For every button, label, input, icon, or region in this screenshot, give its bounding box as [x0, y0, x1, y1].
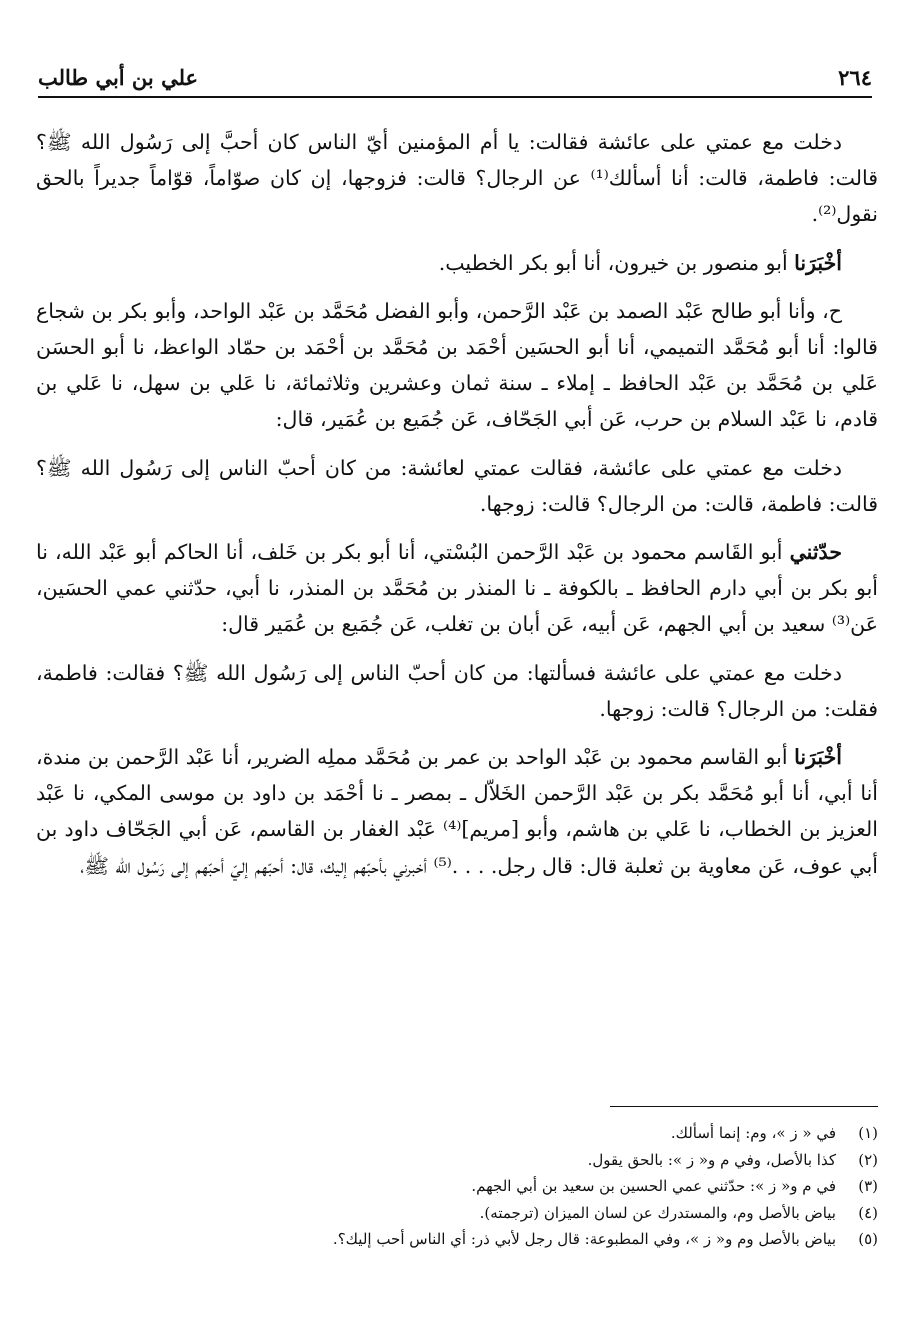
footnote: (٣) في م و« ز »: حدّثني عمي الحسين بن سعيد بن أبي الجهم. [471, 1177, 878, 1195]
footnotes [70, 1120, 878, 1253]
paragraph: أخْبَرَنا أبو القاسم محمود بن عَبْد الواحد بن عمر بن مُحَمَّد مملِه الضرير، أنا عَبْد الرَّحمن بن مندة، أنا أبي، أنا أبو مُحَمَّد بكر بن عَبْد الرَّحمن الخَلاّل ـ بمصر ـ نا أحْمَد بن داود بن موسى المكي، نا عَبْد العزيز بن الخطاب، نا عَلي بن هاشم، وأبو [مريم]⁽⁴⁾ عَبْد الغفار بن القاسم، عَن أبي الجَحّاف داود بن أبي عوف، عَن معاوية بن ثعلبة قال: قال رجل. . . .⁽⁵⁾ أخبرني بأحبّهم إليك، قال: أحبّهم إليّ أحبّهم إلى رَسُول الله ﷺ، [36, 745, 878, 878]
isnad-lead: أخْبَرَنا [794, 745, 842, 770]
footnote: (٤) بياض بالأصل وم، والمستدرك عن لسان الميزان (ترجمته). [479, 1203, 878, 1222]
footnote: (١) في « ز »، وم: إنما أسألك. [670, 1124, 878, 1142]
paragraph: دخلت مع عمتي على عائشة فسألتها: من كان أحبّ الناس إلى رَسُول الله ﷺ؟ فقالت: فاطمة، فقلت: من الرجال؟ قالت: زوجها. [36, 660, 878, 721]
footnote-separator [610, 1106, 878, 1107]
paragraph: دخلت مع عمتي على عائشة فقالت: يا أم المؤمنين أيّ الناس كان أحبَّ إلى رَسُول الله ﷺ؟ قالت: فاطمة، قالت: أنا أسألك⁽¹⁾ عن الرجال؟ قالت: فزوجها، إن كان صوّاماً، قوّاماً جديراً بالحق نقول⁽²⁾. [36, 130, 878, 227]
running-title: علي بن أبي طالب [38, 65, 199, 90]
paragraph: حدّثني أبو القَاسم محمود بن عَبْد الرَّحمن البُسْتي، أنا أبو بكر بن خَلف، أنا الحاكم أبو عَبْد الله، نا أبو بكر بن أبي دارم الحافظ ـ بالكوفة ـ نا المنذر بن مُحَمَّد بن المنذر، نا أبي، حدّثني عمي الحسَين، عَن⁽³⁾ سعيد بن أبي الجهم، عَن أبيه، عَن أبان بن تغلب، عَن جُمَيع بن عُمَير قال: [36, 540, 878, 637]
paragraph: أخْبَرَنا أبو منصور بن خيرون، أنا أبو بكر الخطيب. [438, 250, 842, 275]
footnote: (٥) بياض بالأصل وم و« ز »، وفي المطبوعة: قال رجل لأبي ذر: أي الناس أحب إليك؟. [332, 1230, 878, 1248]
paragraph: دخلت مع عمتي على عائشة، فقالت عمتي لعائشة: من كان أحبّ الناس إلى رَسُول الله ﷺ؟ قالت: فاطمة، قالت: من الرجال؟ قالت: زوجها. [36, 455, 878, 516]
paragraph: ح، وأنا أبو طالح عَبْد الصمد بن عَبْد الرَّحمن، وأبو الفضل مُحَمَّد بن عَبْد الواحد، وأبو بكر بن شجاع قالوا: أنا أبو مُحَمَّد التميمي، أنا أبو الحسَين أحْمَد بن مُحَمَّد بن أحْمَد بن حمّاد الواعظ، نا أبو الحسَن عَلي بن مُحَمَّد بن عَبْد الحافظ ـ إملاء ـ سنة ثمان وعشرين وثلاثمائة، نا عَلي بن سهل، نا عَلي بن قادم، نا عَبْد السلام بن حرب، عَن أبي الجَحّاف، عَن جُمَيع بن عُمَير، قال: [36, 298, 878, 432]
isnad-lead: حدّثني [789, 540, 842, 565]
page-number: ٢٦٤ [838, 65, 872, 90]
main-text [36, 124, 878, 896]
footnote: (٢) كذا بالأصل، وفي م و« ز »: بالحق يقول. [587, 1150, 878, 1169]
isnad-lead: أخْبَرَنا [794, 250, 842, 275]
page-header [38, 58, 872, 98]
